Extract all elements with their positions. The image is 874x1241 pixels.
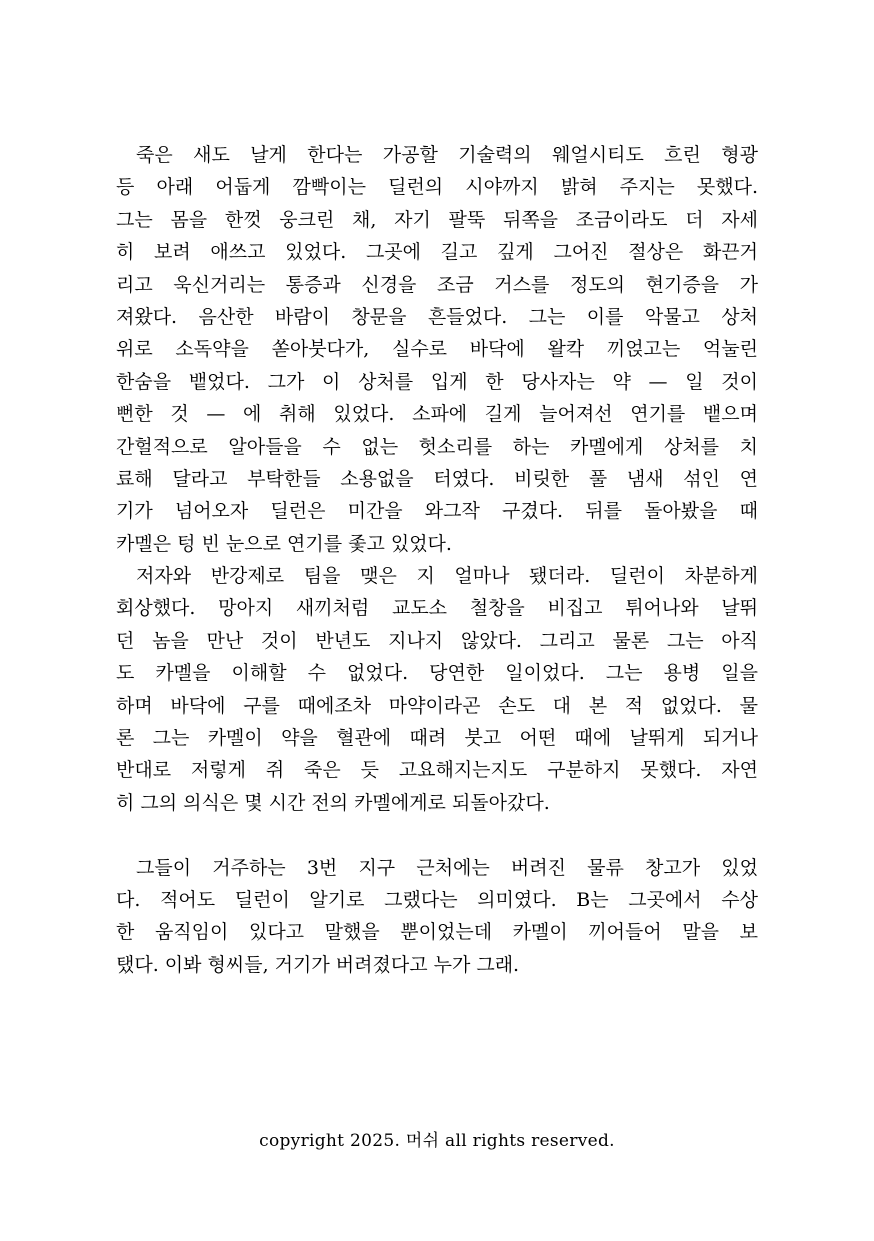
document-body: [116, 139, 758, 981]
text-line: 뻔한 것 — 에 취해 있었다. 소파에 길게 늘어져선 연기를 뱉으며: [116, 403, 758, 426]
paragraph-1: [116, 139, 758, 560]
text-line: 회상했다. 망아지 새끼처럼 교도소 철창을 비집고 튀어나와 날뛰: [116, 597, 758, 620]
text-line: 도 카멜을 이해할 수 없었다. 당연한 일이었다. 그는 용병 일을: [116, 662, 758, 685]
text-line: 그들이 거주하는 3번 지구 근처에는 버려진 물류 창고가 있었: [136, 856, 758, 879]
text-line: 기가 넘어오자 딜런은 미간을 와그작 구겼다. 뒤를 돌아봤을 때: [116, 500, 758, 523]
text-line: 그는 몸을 한껏 웅크린 채, 자기 팔뚝 뒤쪽을 조금이라도 더 자세: [116, 208, 758, 231]
text-line: 탰다. 이봐 형씨들, 거기가 버려졌다고 누가 그래.: [116, 953, 520, 976]
copyright-footer: copyright 2025. 머쉬 all rights reserved.: [259, 1131, 615, 1151]
text-line: 반대로 저렇게 쥐 죽은 듯 고요해지는지도 구분하지 못했다. 자연: [116, 759, 758, 782]
text-line: 져왔다. 음산한 바람이 창문을 흔들었다. 그는 이를 악물고 상처: [116, 305, 758, 328]
text-line: 론 그는 카멜이 약을 혈관에 때려 붓고 어떤 때에 날뛰게 되거나: [116, 727, 758, 750]
paragraph-spacer: [116, 819, 758, 851]
text-line: 다. 적어도 딜런이 알기로 그랬다는 의미였다. B는 그곳에서 수상: [116, 888, 758, 911]
text-line: 리고 욱신거리는 통증과 신경을 조금 거스를 정도의 현기증을 가: [116, 273, 758, 296]
text-line: 간헐적으로 알아들을 수 없는 헛소리를 하는 카멜에게 상처를 치: [116, 435, 758, 458]
text-line: 던 놈을 만난 것이 반년도 지나지 않았다. 그리고 물론 그는 아직: [116, 629, 758, 652]
text-line: 카멜은 텅 빈 눈으로 연기를 좇고 있었다.: [116, 532, 452, 555]
paragraph-2: [116, 560, 758, 819]
text-line: 한숨을 뱉었다. 그가 이 상처를 입게 한 당사자는 약 — 일 것이: [116, 370, 758, 393]
text-line: 등 아래 어둡게 깜빡이는 딜런의 시야까지 밝혀 주지는 못했다.: [116, 176, 758, 199]
text-line: 료해 달라고 부탁한들 소용없을 터였다. 비릿한 풀 냄새 섞인 연: [116, 467, 758, 490]
text-line: 히 그의 의식은 몇 시간 전의 카멜에게로 되돌아갔다.: [116, 791, 550, 814]
text-line: 죽은 새도 날게 한다는 가공할 기술력의 웨얼시티도 흐린 형광: [136, 144, 758, 166]
text-line: 하며 바닥에 구를 때에조차 마약이라곤 손도 대 본 적 없었다. 물: [116, 694, 758, 717]
text-line: 히 보려 애쓰고 있었다. 그곳에 길고 깊게 그어진 절상은 화끈거: [116, 241, 758, 264]
text-line: 저자와 반강제로 팀을 맺은 지 얼마나 됐더라. 딜런이 차분하게: [136, 565, 758, 588]
paragraph-3: [116, 852, 758, 982]
text-line: 위로 소독약을 쏟아붓다가, 실수로 바닥에 왈칵 끼얹고는 억눌린: [116, 338, 758, 361]
text-line: 한 움직임이 있다고 말했을 뿐이었는데 카멜이 끼어들어 말을 보: [116, 921, 758, 944]
